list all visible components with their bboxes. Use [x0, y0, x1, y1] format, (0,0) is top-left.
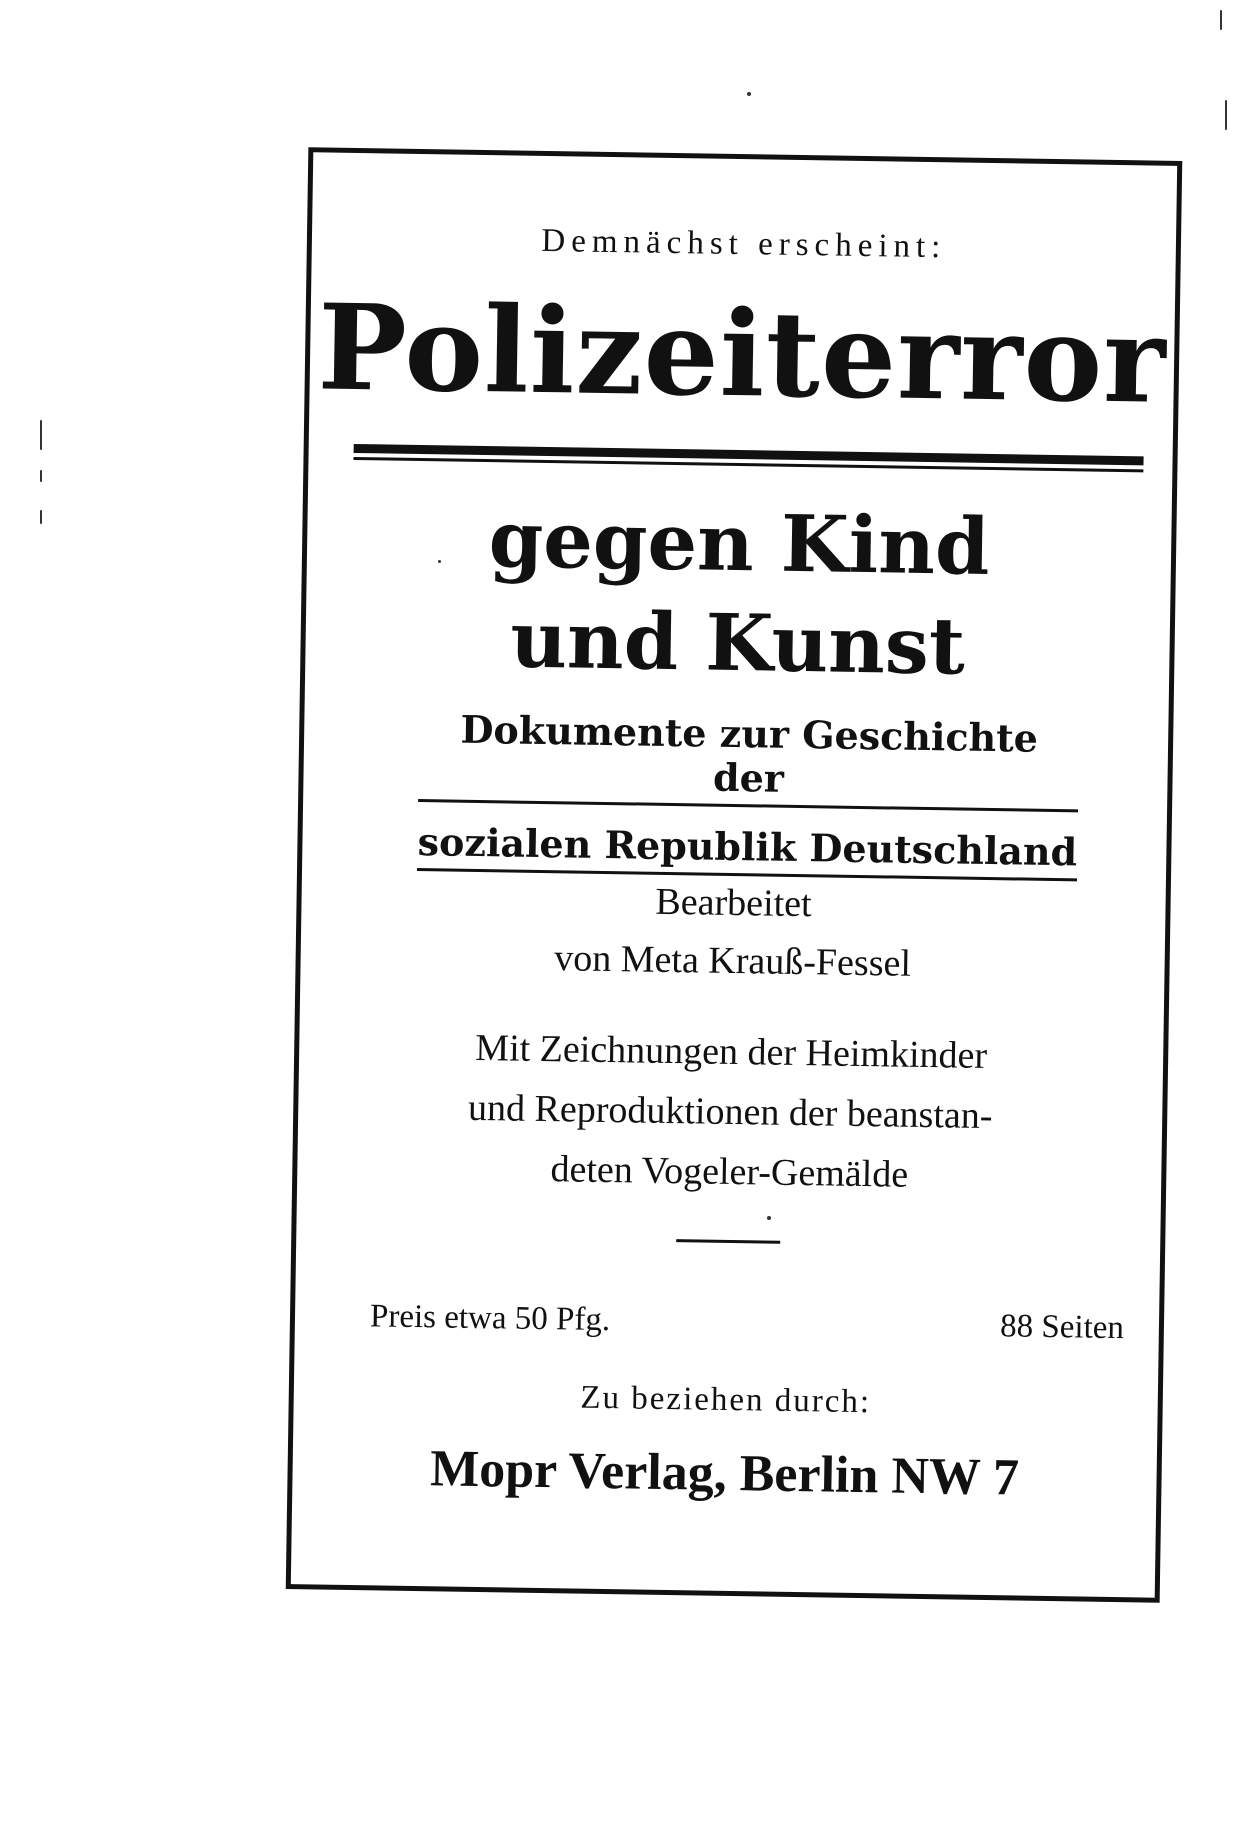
illustrations-line-3: deten Vogeler-Gemälde	[550, 1148, 909, 1196]
scan-speck	[747, 92, 751, 96]
illustrations-line-1: Mit Zeichnungen der Heimkinder	[475, 1026, 988, 1077]
section-divider	[676, 1239, 780, 1244]
documents-line-1: Dokumente zur Geschichte der	[418, 707, 1079, 812]
documents-line-2: sozialen Republik Deutschland	[417, 820, 1078, 881]
scan-speck	[767, 1216, 771, 1220]
book-subtitle	[300, 487, 1177, 701]
illustrations-note	[292, 1015, 1169, 1209]
price-label: Preis etwa 50 Pfg.	[369, 1298, 611, 1339]
page-count: 88 Seiten	[999, 1308, 1125, 1347]
title-double-rule	[353, 444, 1143, 472]
scan-mark	[1225, 100, 1227, 130]
publisher: Mopr Verlag, Berlin NW 7	[429, 1440, 1020, 1507]
obtain-from: Zu beziehen durch:	[580, 1379, 872, 1421]
editor-line-2: von Meta Krauß-Fessel	[553, 937, 912, 985]
illustrations-line-2: und Reproduktionen der beanstan-	[467, 1086, 993, 1138]
scan-mark	[1220, 10, 1222, 30]
subtitle-line-2: und Kunst	[509, 594, 966, 693]
scan-speck	[438, 560, 441, 563]
advertisement-content	[286, 147, 1183, 1603]
editor-line-1: Bearbeitet	[655, 880, 812, 926]
subtitle-line-1: gegen Kind	[488, 494, 991, 593]
scan-mark	[40, 510, 42, 524]
book-title: Polizeiterror	[316, 277, 1168, 430]
scan-mark	[40, 420, 42, 450]
editor-credit	[295, 867, 1171, 997]
announcement: Demnächst erscheint:	[541, 222, 947, 266]
scan-mark	[40, 470, 42, 482]
